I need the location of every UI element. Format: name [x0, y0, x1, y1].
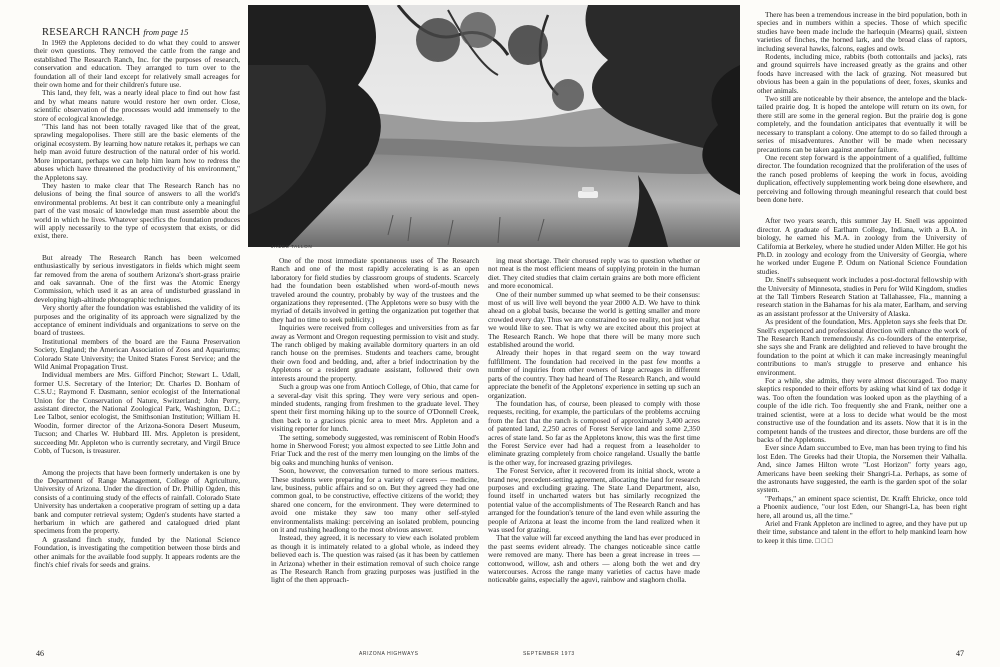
paragraph: That the value will far exceed anything the land has ever produced in the past seems evident already. The changes noticeable since cattle were removed are many. There has been a great increase in trees — cottonwood, willow, ash and others — along both the wet and dry watercourses. Across the range many varieties of cactus have made noticeable gains, especially the aguvi, rainbow and staghorn cholla. — [488, 533, 700, 585]
paragraph: "Perhaps," an eminent space scientist, Dr. Krafft Ehricke, once told a Phoenix audience, "our lost Eden, our Shangri-La, has been right here, all around us, all the time." — [757, 493, 967, 520]
paragraph: They hasten to make clear that The Research Ranch has no delusions of being the final source of answers to all the world's environmental problems. At best it can contribute only a meaningful part of the vast mosaic of knowledge man must assemble about the world in which he lives. Whatever specifics the foundation produces will apply necessarily to the type of ecosystem that exists, or did exist, there. — [34, 180, 240, 241]
column-3 — [488, 257, 700, 647]
paragraph: The setting, somebody suggested, was reminiscent of Robin Hood's home in Sherwood Forest; you almost expected to see Little John and Friar Tuck and the rest of the merry men lounging on the limbs of the big oaks and munching hunks of venison. — [271, 432, 479, 467]
paragraph: Ariel and Frank Appleton are inclined to agree, and they have put up their time, substance and talent in the effort to help mankind learn how to keep it this time. □ □ □ — [757, 518, 967, 545]
footer-issue: SEPTEMBER 1973 — [523, 651, 575, 657]
paragraph: This land, they felt, was a nearly ideal place to find out how fast and by what means nature would restore her own order. Close, scientific observation of the processes would add immensely to the store of ecological knowledge. — [34, 88, 240, 123]
paragraph: Among the projects that have been formerly undertaken is one by the Department of Range Management, College of Agriculture, University of Arizona. Under the direction of Dr. Phillip Ogden, this consists of a continuing study of the effects of rainfall. Colorado State University has undertaken a cooperative program of setting up a data bank and computer retrieval system; Ogden's students have started a herbarium in which are gathered and catalogued dried plant specimens from the property. — [34, 467, 240, 536]
column-4 — [757, 11, 967, 647]
paragraph: As president of the foundation, Mrs. Appleton says she feels that Dr. Snell's experienced and professional direction will enhance the work of The Research Ranch tremendously. As co-founders of the enterprise, she says she and Frank are delighted and relieved to have brought the foundation to the point at which it can make increasingly meaningful contributions to man's struggle to preserve and enhance his environment. — [757, 317, 967, 377]
paragraph: A grassland finch study, funded by the National Science Foundation, is investigating the competition between those birds and other animals for the available food supply. It appears rodents are the finch's chief rivals for seeds and grains. — [34, 534, 240, 569]
paragraph: One of their number summed up what seemed to be their consensus: most of us will live well beyond the year 2000 A.D. We have to think ahead on a global basis, because the world is getting smaller and more crowded every day. Thus we are constrained to see reality, not just what we would like to see. That is why we are excited about this project at The Research Ranch. We hope that there will be many more such established around the world. — [488, 289, 700, 350]
column-4-body — [757, 11, 967, 545]
column-2 — [271, 257, 479, 647]
paragraph: The Forest Service, after it recovered from its initial shock, wrote a brand new, precedent-setting agreement, allocating the land for research purposes and excluding grazing. The State Land Department, also, found itself in uncharted waters but has similarly recognized the potential value of the accomplishments of The Research Ranch and has arranged for the foundation's tenure of the land even while assuring the people of Arizona at least the income from the land realized when it was used for grazing. — [488, 466, 700, 534]
paragraph: "This land has not been totally ravaged like that of the great, sprawling megalopolises. There still are the basic elements of the original ecosystem. By learning how nature retakes it, perhaps we can help man avoid future destruction of the natural order of his world. More important, perhaps we can help him learn how to redress the abuses which have threatened the productivity of his environment," the Appletons say. — [34, 122, 240, 182]
paragraph: For a while, she admits, they were almost discouraged. Too many skeptics responded to their efforts by asking what kind of tax dodge it was. Too often the foundation was looked upon as the plaything of a couple of the idle rich. Too frequently she and Frank, neither one a trained scientist, were at a loss to decide what would be the most constructive use of the foundation and its assets. Now that it is in the competent hands of the trustees and director, those burdens are off the backs of the Appletons. — [757, 376, 967, 444]
paragraph: Very shortly after the foundation was established the validity of its purposes and the originality of its approach were signalized by the acceptance of eminent individuals and organizations to serve on the board of trustees. — [34, 303, 240, 338]
paragraph: After two years search, this summer Jay H. Snell was appointed director. A graduate of Earlham College, Indiana, with a B.A. in biology, he earned his M.A. in zoology from the University of California at Berkeley, where he studied under Alden Miller. He got his Ph.D. in zoology and ecology from the University of Georgia, where he worked under Eugene P. Odum on National Science Foundation studies. — [757, 216, 967, 276]
paragraph: Inquiries were received from colleges and universities from as far away as Vermont and Oregon requesting permission to visit and study. The ranch obliged by making available dormitory quarters in an old ranch house on the premises. Students and teachers came, brought their own food and bedding, and, after a brief indoctrination by the Appletons or a resident graduate assistant, followed their own interests around the property. — [271, 323, 479, 383]
paragraph: Two still are noticeable by their absence, the antelope and the black-tailed prairie dog. It is hoped the antelope will return on its own, for there still are some in the general region. But the prairie dog is gone completely, and the foundation anticipates that eventually it will be necessary to transplant a colony. One attempt to do so failed through a series of misadventures. Another will be made when necessary precautions can be taken against another failure. — [757, 94, 967, 154]
paragraph: The foundation has, of course, been pleased to comply with those requests, reciting, for example, the particulars of the problems accruing from the fact that the ranch is composed of approximately 3,400 acres of patented land, 2,250 acres of Forest Service land and some 2,350 acres of state land. So far as the Appletons know, this was the first time the Forest Service ever had had a request from a leaseholder to eliminate grazing completely from choice rangeland. Usually the battle is the other way, for increased grazing privileges. — [488, 398, 700, 467]
landscape-photo — [248, 5, 740, 247]
paragraph: Such a group was one from Antioch College, of Ohio, that came for a several-day visit this spring. They were very serious and open-minded students, ranging from freshmen to the graduate level. They spent their first morning hiking up to the source of O'Donnell Creek, then back to a gracious picnic area to meet Mrs. Appleton and a visiting reporter for lunch. — [271, 382, 479, 434]
paragraph: Ever since Adam succumbed to Eve, man has been trying to find his lost Eden. The Greeks had their Utopia, the Norsemen their Valhalla. And, since James Hilton wrote "Lost Horizon" forty years ago, Americans have been seeking their Shangri-La. Perhaps, as some of the astronauts have suggested, the earth is the garden spot of the solar system. — [757, 443, 967, 495]
paragraph: Already their hopes in that regard seem on the way toward fulfillment. The foundation had received in the past few months a number of inquiries from other owners of large acreages in different parts of the country. They had heard of The Research Ranch, and would appreciate the benefit of the Appletons' experience in setting up such an organization. — [488, 348, 700, 400]
paragraph: Rodents, including mice, rabbits (both cottontails and jacks), rats and ground squirrels have increased greatly as the grains and other foods have increased with the lack of grazing. Not measured but obvious has been a gain in the populations of deer, foxes, skunks and other animals. — [757, 52, 967, 95]
column-3-body — [488, 257, 700, 585]
photo-credit: JAMES TALLON — [271, 244, 313, 249]
paragraph: Instead, they agreed, it is necessary to view each isolated problem as though it is intimately related to a global whole, as indeed they believed each is. The question was raised (as it has been by cattlemen in Arizona) whether in their estimation removal of such choice range as The Research Ranch from grazing purposes was justified in the light of the then approach- — [271, 533, 479, 585]
paragraph: One recent step forward is the appointment of a qualified, fulltime director. The foundation recognized that the proliferation of the uses of the ranch posed problems of keeping the work in focus, avoiding duplication, effectively supplementing work being done elsewhere, and perceiving and following through meaningful research that could best been done here. — [757, 152, 967, 204]
paragraph: There has been a tremendous increase in the bird population, both in species and in numbers within a species. Those of which specific studies have been made include the harlequin (Mearns) quail, sixteen varieties of finches, the horned lark, and the broad class of raptors, including several hawks, falcons, eagles and owls. — [757, 11, 967, 53]
page-number-right: 47 — [956, 649, 964, 658]
paragraph: In 1969 the Appletons decided to do what they could to answer their own questions. They removed the cattle from the range and established The Research Ranch, Inc. for the purposes of research, conservation and education. They arranged to turn over to the foundation all of their land except for relatively small acreages for their own home and for their children's future use. — [34, 38, 240, 90]
paragraph: But already The Research Ranch has been welcomed enthusiastically by serious investigators in fields which might seem far removed from the arena of southern Arizona's short-grass prairie and oak savannah. One of the first was the Atomic Energy Commission, which used it as an area of undisturbed grassland in developing high-altitude photographic techniques. — [34, 252, 240, 304]
paragraph: ing meat shortage. Their chorused reply was to question whether or not meat is the most efficient means of supplying protein in the human diet. They cited studies that claim certain grains are both more efficient and more economical. — [488, 257, 700, 291]
paragraph: Individual members are Mrs. Gifford Pinchot; Stewart L. Udall, former U.S. Secretary of the Interior; Dr. Charles D. Bonham of C.S.U.; Raymond F. Dasmann, senior ecologist of the International Union for the Conservation of Nature, Switzerland; John Perry, assistant director, the National Zoological Park, Washington, D.C.; Lee Talbot, senior ecologist, the Smithsonian Institution; William H. Woodin, former director of the Arizona-Sonora Desert Museum, Tucson; and Charles W. Hubbard III. Mrs. Appleton is president, succeeding Mr. Appleton who is currently secretary, and Virgil Bruce Cobb, of Tucson, is treasurer. — [34, 370, 240, 456]
paragraph: Dr. Snell's subsequent work includes a post-doctoral fellowship with the University of Minnesota, studies in Peru for Wild Kingdom, studies at the Tall Timbers Research Station at Tallahassee, Fla., manning a research station in the Bahamas for his ala mater, Earlham, and serving as an assistant professor at the University of Alaska. — [757, 275, 967, 318]
paragraph: One of the most immediate spontaneous uses of The Research Ranch and one of the most rapidly accelerating is as an open laboratory for field studies by classroom groups of students. Scarcely had the foundation been established when word-of-mouth news traveled around the country, probably by way of the trustees and the organizations they represented. (The Appletons were so busy with the myriad of details involved in getting the organization put together that they had no time to seek publicity.) — [271, 257, 479, 324]
paragraph: Institutional members of the board are the Fauna Preservation Society, England; the American Association of Zoos and Aquariums; Colorado State University; the United States Forest Service; and the Wild Animal Propagation Trust. — [34, 336, 240, 372]
footer-magazine: ARIZONA HIGHWAYS — [359, 651, 419, 657]
article-title: RESEARCH RANCH — [42, 27, 141, 38]
paragraph: Soon, however, the conversation turned to more serious matters. These students were preparing for a variety of careers — medicine, law, business, public affairs and so on. But they agreed they had one common goal, to be constructive, effective citizens of the world; they shared one concern, for the environment. They were determined to avoid one mistake they saw too many other self-styled environmentalists making: perceiving an isolated problem, pouncing on it and rushing headlong to the most obvious answer. — [271, 466, 479, 534]
column-1-body — [34, 39, 240, 569]
column-1 — [34, 26, 240, 646]
column-2-body — [271, 257, 479, 585]
page-number-left: 46 — [36, 649, 44, 658]
continued-from: from page 15 — [143, 27, 189, 37]
